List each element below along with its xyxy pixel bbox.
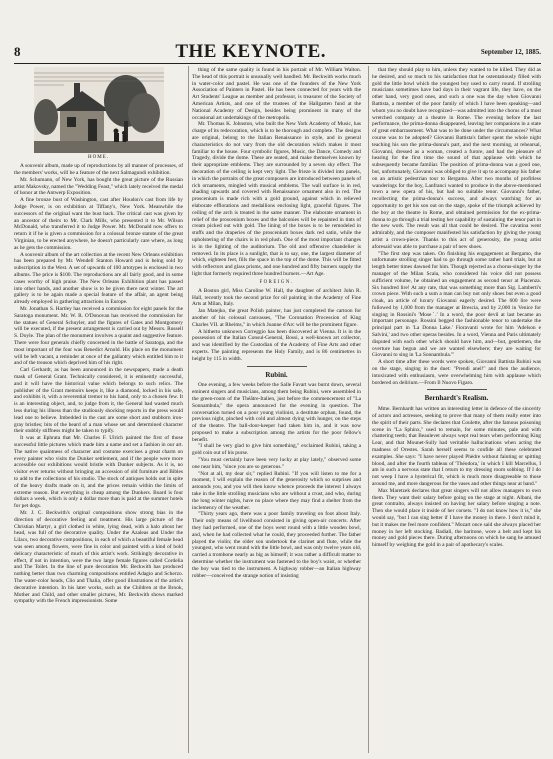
page-header <box>14 42 541 62</box>
article-paragraph: "The first step was taken. On finishing his engagement at Bergamo, the unfortunate strolling singer had to go through some rather hard trials, but at length better times dawned for him. Though rejected as a chorus-singer by the manager of the Milan Scala, who considered his voice did not possess sufficient volume, he obtained an engagement as second tenor at Piacenza. Six hundred lire! At any rate, that was something more than Sig. Lamberti's crown piece. With such a sum a man can buy not only shoes but even a good cloak, an article of luxury Giovanni eagerly desired. The 600 lire were followed by 1,000 from the manager at Brescia, and by 2,000 in Venice for singing in Rossini's 'Moseˊ.' In a word, the poor devil at last became an important personage. Rossini begged the fashionable tenor to undertake the principal part in 'La Donna Lake.' Fioravanti wrote for him 'Adelson e Salvini,' and two other operas besides. In a word, Vienna and Paris ultimately disputed with each other which should have him, and—but, gentlemen, the overture has begun and we are wanted elsewhere; they are waiting for Giovanni to sing in 'La Sonnambula.'" <box>372 250 541 359</box>
article-paragraph: Mr. Schumann, of New York, has bought the great picture of the Russian artist Makovsky, named the "Wedding Feast," which lately received the medal of honor at the Antwerp Exposition. <box>14 176 183 197</box>
section-rule <box>247 366 307 367</box>
column-divider <box>368 66 369 753</box>
article-heading-rubini: Rubini. <box>265 370 288 379</box>
article-paragraph: A hitherto unknown Correggio has been discovered at Vienna. It is in the possession of the Italian Consul-General, Bossi, a well-known art collector, and was identified by the Custodian of the Academy of Fine Arts and other experts. The painting represents the Holy Family, and is 86 centimetres in height by 115 in width. <box>192 328 361 362</box>
article-paragraph: "Thirty years ago, there was a poor family traveling on foot about Italy. Their only means of livelihood consisted in giving open-air concerts. After they had performed, one of the boys went round with a little wooden bowl, and, when he had collected what he could, they proceeded further. The father played the violin; the older son undertook the clarinet and flute, while the youngest, who went round with the little bowl, and was only twelve years old, carried a trombone nearly as big as himself; it was rather a difficult matter to determine whether the instrument was fastened to the boy's waist, or whether the boy was tied to the instrument. A highway robber—an Italian highway robber—conceived the strange notion of insisting <box>192 511 361 579</box>
article-paragraph: A Boston girl, Miss Caroline W. Hall, the daughter of architect John R. Hall, recently took the second prize for oil painting in the Academy of Fine Arts at Milan, Italy. <box>192 287 361 308</box>
article-paragraph: that they should play to him, unless they wanted to be killed. They did as he desired, and so much to his satisfaction that he ostentatiously filled with gold the little bowl which the youngest boy used to carry round. If strolling musicians sometimes have bad days in their vagrant life, they have, on the other hand, very good ones, and such a one was the day when Giovanni Battista, a member of the poor family of which I have been speaking—and whom you no doubt have recognized—was admitted into the chorus of a most wretched company at a theatre in Rome. The evening before the last performance, the prima-donna disappeared, leaving her companions in a state of great embarrassment. What was to be done under the circumstances? What course was to be adopted? Giovanni Battista's father spent the whole night teaching his son the prima-donna's part, and the next morning, at rehearsal, Giovanni, dressed as a woman, created a furore, and had the pleasure of hearing for the first time the sound of that applause with which he subsequently became familiar. The position of prima-donna was a good one, but, unfortunately, Giovanni was obliged to give it up to accompany his father on an artistic pedestrian tour to Bergamo. After two months of profitless wanderings for the boy, Lanfranci wanted to produce in the above-mentioned town a new opera of his, but had no suitable tenor. Giovanni's father, recollecting the prima-donna's success, and always watching for an opportunity to get his son out on the stage, spoke of the triumph achieved by the boy at the theatre in Rome, and obtained permission for the ex-prima-donna to go through a trial testing her capability of sustaining the tenor part in the new work. The result was all that could be desired. The cavatina went admirably, and the composer manifested his satisfaction by giving the young artist a crown-piece. Thanks to this act of generosity, the young artist aforesaid was able to purchase a pair of new shoes. <box>372 67 541 250</box>
column-divider <box>188 66 189 753</box>
article-heading-bernhardt: Bernhardt's Realism. <box>424 394 489 403</box>
article-paragraph: Mr. Thomas K. Johnston, who built the New York Academy of Music, has charge of its redecoration, which is to be thorough and complete. The designs are original, belong to the Italian Renaissance in style, and in general characteristics do not vary from the old decoration which makes it most familiar to the house. Four symbolic figures, Music, the Dance, Comedy and Tragedy, divide the dome. These are seated, and make themselves known by their appropriate emblems. They are surrounded by a seven sky effect. The decoration of the ceiling is kept very light. The frieze is divided into panels, in which the portraits of the great composers are introduced between panels of rich ornaments, mingled with musical emblems. The wall surface is in red, shading upwards and covered with Renaissance ornament also in red. The proscenium is made rich with a gold ground, against which in relieved elaborate efflorations and medallions enclosing light, graceful figures. The ceiling of the arch is treated in the same manner. The elaborate ornament in relief of the proscenium boxes and the balconies will be repainted in tints of cream picked out with gold. The lining of the boxes is to be remodeled in stuffs and the draperies of the proscenium boxes dark red satin, while the upholstering of the chairs is in red plush. One of the most important changes is in the lighting of the auditorium. The old and offensive chandelier is removed. In its place is a sunlight, that is to say, one, the largest diameter of which, eighteen feet, fills the space in the top of the dome. This will be fitted with reflectors and glass prisms, and one hundred and fifty burners supply the light that formerly required three hundred burners.—Art Age. <box>192 121 361 277</box>
article-paragraph: A fine bronze bust of Washington, cast after Houdon's cast from life by Jodge Power, is on exhibition at Tiffany's, New York. Meanwhile the successors of the original want the bust back. The critical cast was given by an ancestor of theirs to Mr. Clark Mills, who presented it to Mr. Wilson McDonald, who transferred it to Judge Power. Mr. McDonald now offers to return it if he is given a commission for a colossal bronze statute of the great Virginian, to be erected anywhere, he doesn't particularly care where, as long as he gets the commission. <box>14 197 183 251</box>
masthead-title: THE KEYNOTE. <box>175 41 326 62</box>
article-paragraph: A souvenir album of the art collection at the recent New Orleans exhibition has been prepared by Mr. Wendell Stanton Howard and is being sold by subscription in the West. A set of upwards of 100 artotypes is enclosed in two albums. The price is $100. The reproductions are all fairly good, and in some cases worthy of high praise. The New Orleans Exhibition plant has passed into other hands, and another show is to be given there next winter. The art gallery is to be again made a special feature of the affair, an agent being already employed in gathering attractions in Europe. <box>14 251 183 306</box>
article-paragraph: "Not at all, my dear sir," replied Rubini. "If you will listen to me for a moment, I will explain the reason of the generosity which so surprises and astounds you, and you will then know whence proceeds the interest I always take in the little strolling musicians who are without a crust, and who, during the long winter nights, have no place where they may find a shelter from the inclemency of the weather. <box>192 470 361 511</box>
illustration-caption: HOME. <box>88 155 109 160</box>
article-paragraph: "I shall be very glad to give him something," exclaimed Rubini, taking a gold coin out of his purse. <box>192 443 361 457</box>
article-paragraph: One evening, a few weeks before the Salle Favart was burnt down, several eminent singers and musicians, among them being Rubini, were assembled in the green-room of the Théâtre-Italien, just before the commencement of "La Sonnambula," the opera announced for the evening in question. The conversation turned on a poor young violinist, a destitute orphan, found, the previous night, pinched with cold and almost dying with hunger, on the steps of the theatre. The ball-door-keeper had taken him in, and it was now proposed to make a subscription among the artists for the poor fellow's benefit. <box>192 382 361 443</box>
article-paragraph: Jan Matejko, the great Polish painter, has just completed the cartoon for another of his colossal canvasses, "The Coronation Procession of King Charles VII. at Rheims," in which Joanne d'Arc will be the prominent figure. <box>192 308 361 328</box>
column-2 <box>192 67 361 579</box>
issue-date: September 12, 1885. <box>480 48 541 56</box>
article-paragraph: Mr. Jonathan S. Hartley has received a commission for eight panels for the Saratoga monument. Mr. W. R. O'Donovan has received the commission for the statues of General Schuyler, and the figures of Gates and Montgomery will be executed, if the present arrangement is carried out by Messrs. Russell S. Doyle. The plan of the monument involves a quaint and suggestive feature. There were four generals chiefly concerned in the battle of Saratoga, and the most important of the four was Benedict Arnold. His place on the monument will be left vacant, a reminder at once of the gallantry which entitled him to it and of the treason which deprived him of his right. <box>14 306 183 367</box>
article-paragraph: "You must certainly have been very lucky at play lately," observed some one near him, "since you are so generous." <box>192 457 361 470</box>
column-3 <box>372 67 541 549</box>
page-number: 8 <box>14 44 21 59</box>
column-1 <box>14 67 183 605</box>
article-paragraph: Mme. Bernhardt has written an interesting letter in defence of the sincerity of actors and actresses, seeking to prove that many of them really enter into the spirit of their parts. She declares that Coulette, after the famous poisoning scene in "La Sphinx," used to remain, for some minutes, pale and with chattering teeth; that Beaulevet always wept real tears when performing King Lear, and that Mounet-Sully had veritable hallucinations when acting the madness of Orestes. Sarah herself seems to confide all these celebrated examples. She says: "I have never played Phèdre without fainting or spitting blood, and after the fourth tableau of 'Théodora,' in which I kill Marcellus, I am in such a nervous state that I return to my dressing room sobbing. If I do not weep I have a hysterical fit, which is much more disagreeable to those around me, and more dangerous for the vases and other things near at hand." <box>372 406 541 488</box>
article-paragraph: thing of the same quality is found in his portrait of Mr. William Walton. The head of this portrait is unusually well handled. Mr. Beckwith works much in water-color and pastel. He was one of the founders of the New York Association of Painters in Pastel. He has been connected for years with the Art Students' League as member and professor, is treasurer of the Society of American Artists, and one of the trustees of the Hallgarten fund at the National Academy of Design, besides being prominent in many of the occasional art undertakings of the metropolis. <box>192 67 361 121</box>
article-paragraph: Max Maretzek declares that great singers will not allow managers to own them. They want their salary before going on the stage at night. Albani, the great contralto, always insisted on having her salary before singing a note. Then she would place it inside of her corsets. "I do not know how it is," she would say, "but I can sing better if I have the money in there. I don't mind it, but it makes me feel more confident." Mozart once said she always placed her money in her left stocking. Badiali, the baritone, wore a belt and kept his money and gold pieces there. During afternoons on which he sang he amused himself by weighing the gold in a pair of apothecary's scales. <box>372 487 541 549</box>
article-paragraph: A short time after these words were spoken, Giovanni Battista Rubini was on the stage, singing in the duet: "Prendi anel!" and then the audience, intoxicated with enthusiasm, were overwhelming him with applause which bordered on delirium.—From Il Nuovo Figaro. <box>372 359 541 386</box>
article-paragraph: A souvenir album, made up of reproductions by all manner of processes, of the members' works, will be a feature of the next Salmagundi exhibition. <box>14 163 183 177</box>
section-rule <box>427 389 487 390</box>
article-paragraph: Carl Gerhardt, as has been announced in the newspapers, made a death mask of General Grant. Technically considered, it is eminently successful, and it will have the historical value which belongs to such relics. The publisher of the Grant memoirs keeps it, like a diamond, locked in his safe, and exhibits it, with a reverential tremor to his hand, only to a chosen few. It is an interesting object, and, to judge from it, the General had wasted much less during his illness than the studiously shocking reports in the press would lead one to believe. Imbedded in the cast are some short and stubborn iron-gray bristles; bits of the beard of a man whose set and determined character their stubbly stiffness might be taken to typify. <box>14 367 183 435</box>
header-rule <box>14 63 541 64</box>
home-engraving-illustration <box>34 67 164 153</box>
article-paragraph: It was at Ephrata that Mr. Charles F. Ulrich painted the first of those successful little pictures which made him a name and set a fashion in our art. The native quaintness of character and costume exercises a great charm on every painter who visits the Dunker settlement, and if the people were more accessible our exhibitions would bristle with Dunker subjects. As it is, no visitor ever returns without bringing an accession of old furniture and Bibles to add to the collections of his studio. The stock of antiques holds out in spite of the heavy drafts made on it, and the prices remain within the limits of extreme reason. But everything is cheap among the Dunkers. Board is four dollars a week, which is only a dollar more than is paid at the summer hotels for pet dogs. <box>14 435 183 510</box>
article-paragraph: Mr. J. C. Beckwith's original compositions show strong bias in the direction of decorative feeling and treatment. His large picture of the Christian Martyr, a girl clothed in white, lying dead, with a halo about her head, was full of the decorative quality. Under the Azaleas and Under the Lilacs, two decorative compositions, in each of which a beautiful female head was seen among flowers, were fine in color and painted with a kind of bold delicacy characteristic of much of this artist's work. Strikingly decorative in effect, if not in intention, were the two large female figures called Cordelia and The Toilet. In the line of pure decoration Mr. Beckwith has produced nothing better than two charming compositions entitled Adagio and Scherzo. The water-color heads, Clio and Thalia, offer good illustrations of the artist's decorative intention. In his later works, such as the Children at the Brook, Mother and Child, and other smaller pictures, Mr. Beckwith shows marked sympathy with the French impressionists. Some <box>14 509 183 605</box>
section-subheading-foreign: FOREIGN. <box>259 279 294 285</box>
